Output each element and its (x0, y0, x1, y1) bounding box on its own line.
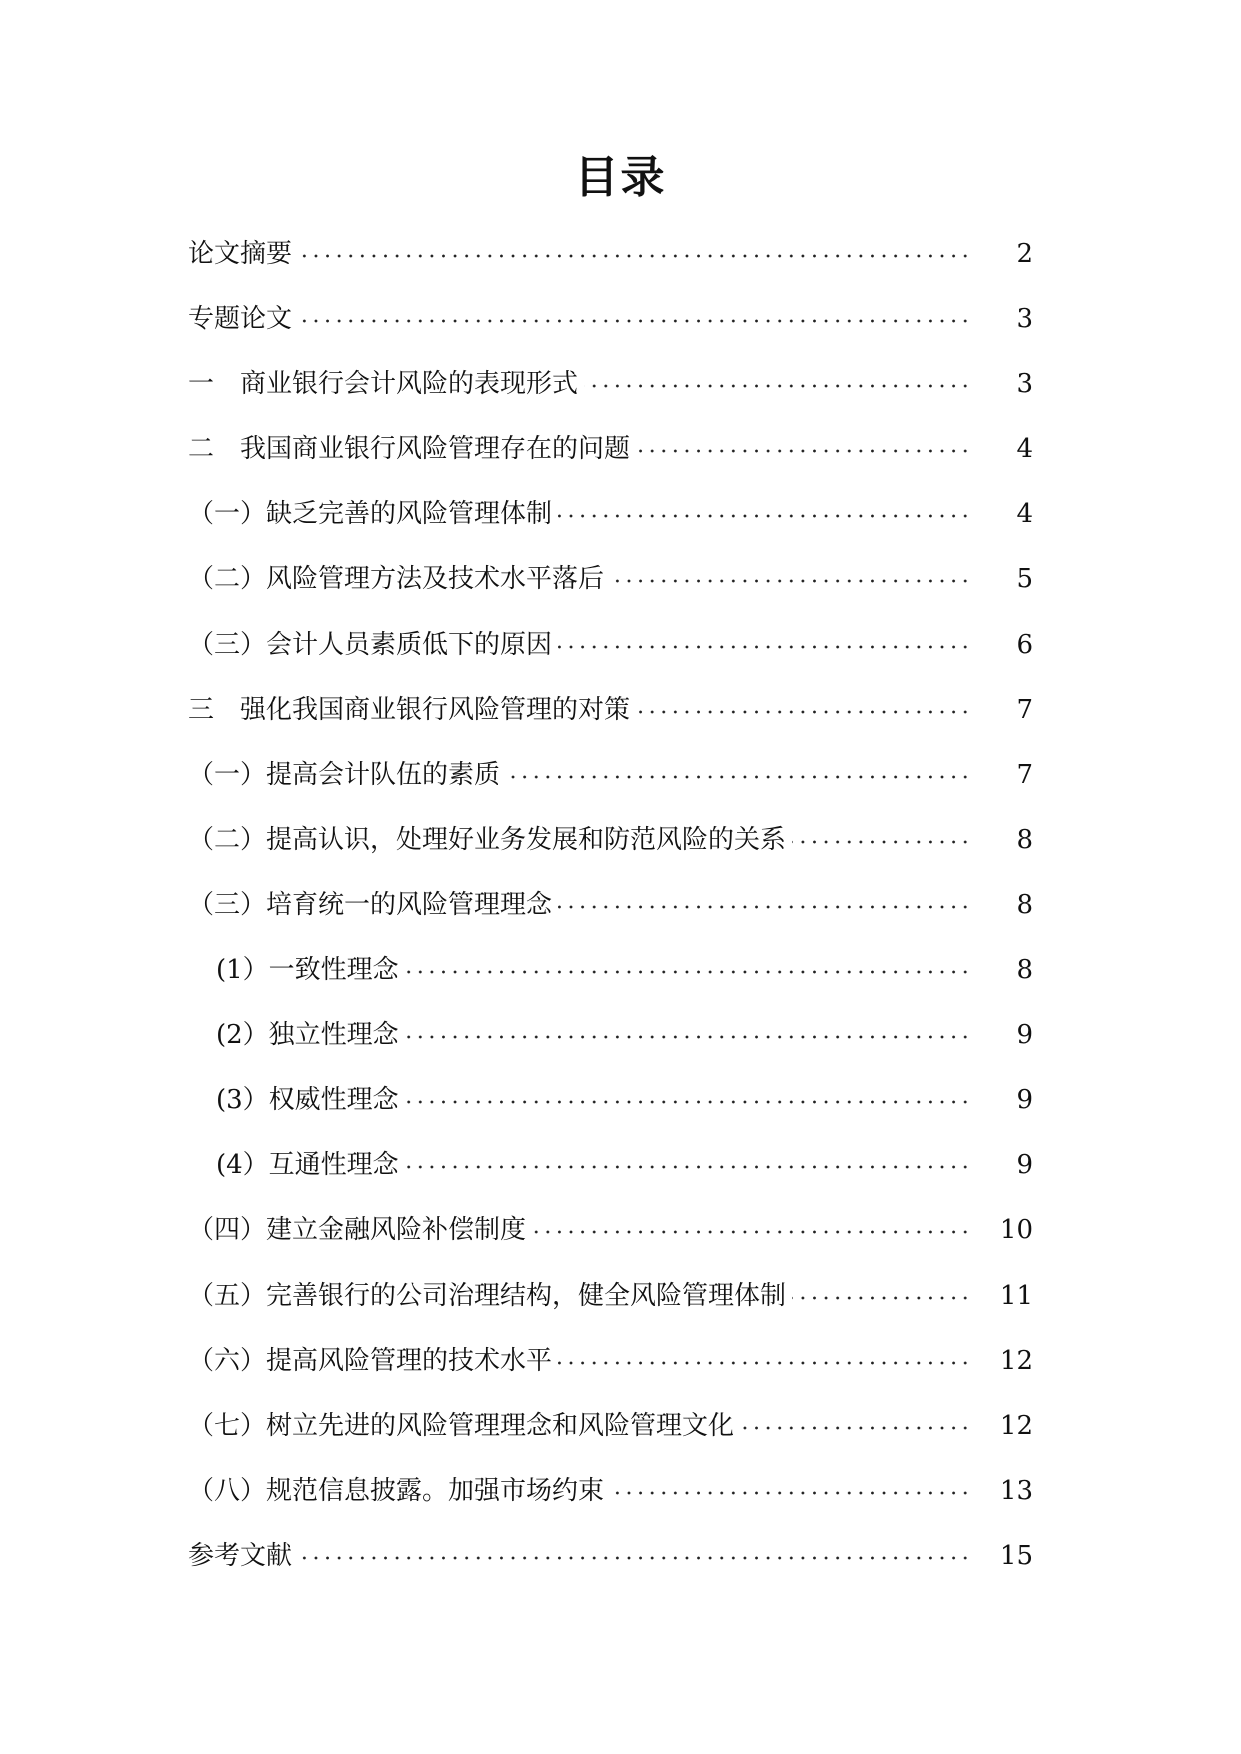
dot-leader (558, 905, 971, 909)
toc-entry-3-1[interactable] (188, 743, 1033, 808)
toc-entry-label: (4）互通性理念 (216, 1133, 401, 1198)
toc-entry-label: （三）会计人员素质低下的原因 (188, 613, 554, 678)
dot-leader (558, 1361, 971, 1365)
toc-entry-references[interactable] (188, 1524, 1033, 1589)
dot-leader (636, 449, 971, 453)
dot-leader (405, 970, 971, 974)
toc-entry-thesis[interactable] (188, 287, 1033, 352)
toc-entry-page: 10 (999, 1215, 1033, 1246)
toc-entry-label: （八）规范信息披露。加强市场约束 (188, 1459, 606, 1524)
toc-entry-page: 11 (999, 1280, 1033, 1311)
toc-entry-page: 8 (1016, 955, 1033, 986)
toc-entry-label: (1）一致性理念 (216, 938, 401, 1003)
toc-entry-label: 参考文献 (188, 1524, 294, 1589)
dot-leader (584, 384, 971, 388)
dot-leader (558, 645, 971, 649)
toc-entry-3-8[interactable] (188, 1459, 1033, 1524)
dot-leader (532, 1230, 971, 1234)
toc-entry-3-4[interactable] (188, 1198, 1033, 1263)
toc-entry-label: (3）权威性理念 (216, 1068, 401, 1133)
toc-entry-label: （五）完善银行的公司治理结构，健全风险管理体制 (188, 1264, 788, 1329)
dot-leader (298, 1556, 971, 1560)
toc-entry-section-2[interactable] (188, 417, 1033, 482)
toc-entry-label: （六）提高风险管理的技术水平 (188, 1329, 554, 1394)
table-of-contents (188, 222, 1033, 1589)
dot-leader (405, 1100, 971, 1104)
toc-entry-page: 6 (1016, 629, 1033, 660)
toc-entry-label: （一）提高会计队伍的素质 (188, 743, 502, 808)
toc-entry-3-3-1[interactable] (188, 938, 1033, 1003)
toc-entry-page: 3 (1016, 304, 1033, 335)
toc-entry-3-6[interactable] (188, 1329, 1033, 1394)
toc-entry-3-5[interactable] (188, 1264, 1033, 1329)
toc-entry-label: （七）树立先进的风险管理理念和风险管理文化 (188, 1394, 736, 1459)
dot-leader (558, 514, 971, 518)
dot-leader (610, 1491, 971, 1495)
toc-entry-label: 二 我国商业银行风险管理存在的问题 (188, 417, 632, 482)
toc-entry-page: 9 (1016, 1150, 1033, 1181)
toc-entry-page: 4 (1016, 434, 1033, 465)
toc-entry-page: 8 (1016, 824, 1033, 855)
toc-entry-label: 论文摘要 (188, 222, 294, 287)
toc-entry-page: 3 (1016, 369, 1033, 400)
toc-entry-3-3-4[interactable] (188, 1133, 1033, 1198)
toc-entry-page: 2 (1016, 239, 1033, 269)
toc-entry-label: 三 强化我国商业银行风险管理的对策 (188, 678, 632, 743)
toc-entry-page: 12 (999, 1345, 1033, 1376)
toc-entry-label: 一 商业银行会计风险的表现形式 (188, 352, 580, 417)
toc-entry-section-1[interactable] (188, 352, 1033, 417)
toc-entry-page: 12 (999, 1410, 1033, 1441)
toc-entry-3-3[interactable] (188, 873, 1033, 938)
toc-entry-page: 13 (999, 1475, 1033, 1506)
toc-entry-label: (2）独立性理念 (216, 1003, 401, 1068)
toc-entry-label: （三）培育统一的风险管理理念 (188, 873, 554, 938)
dot-leader (740, 1426, 971, 1430)
dot-leader (298, 319, 971, 323)
dot-leader (298, 254, 971, 258)
dot-leader (792, 1296, 971, 1300)
dot-leader (792, 840, 971, 844)
toc-entry-label: （二）风险管理方法及技术水平落后 (188, 547, 606, 612)
toc-entry-2-2[interactable] (188, 547, 1033, 612)
toc-entry-abstract[interactable] (188, 222, 1033, 287)
toc-entry-page: 8 (1016, 889, 1033, 920)
toc-entry-3-3-2[interactable] (188, 1003, 1033, 1068)
toc-entry-page: 7 (1016, 759, 1033, 790)
toc-entry-label: （一）缺乏完善的风险管理体制 (188, 482, 554, 547)
toc-entry-page: 5 (1016, 564, 1033, 595)
toc-entry-page: 4 (1016, 499, 1033, 530)
toc-entry-label: 专题论文 (188, 287, 294, 352)
toc-entry-3-2[interactable] (188, 808, 1033, 873)
dot-leader (405, 1165, 971, 1169)
toc-entry-3-3-3[interactable] (188, 1068, 1033, 1133)
toc-entry-3-7[interactable] (188, 1394, 1033, 1459)
toc-entry-2-3[interactable] (188, 613, 1033, 678)
dot-leader (506, 775, 971, 779)
toc-entry-page: 7 (1016, 694, 1033, 725)
toc-entry-2-1[interactable] (188, 482, 1033, 547)
toc-entry-label: （二）提高认识，处理好业务发展和防范风险的关系 (188, 808, 788, 873)
page-title: 目录 (574, 152, 667, 203)
toc-entry-label: （四）建立金融风险补偿制度 (188, 1198, 528, 1263)
toc-entry-page: 9 (1016, 1085, 1033, 1116)
toc-entry-page: 15 (999, 1540, 1033, 1571)
dot-leader (405, 1035, 971, 1039)
toc-entry-page: 9 (1016, 1020, 1033, 1051)
dot-leader (610, 579, 971, 583)
toc-entry-section-3[interactable] (188, 678, 1033, 743)
dot-leader (636, 710, 971, 714)
